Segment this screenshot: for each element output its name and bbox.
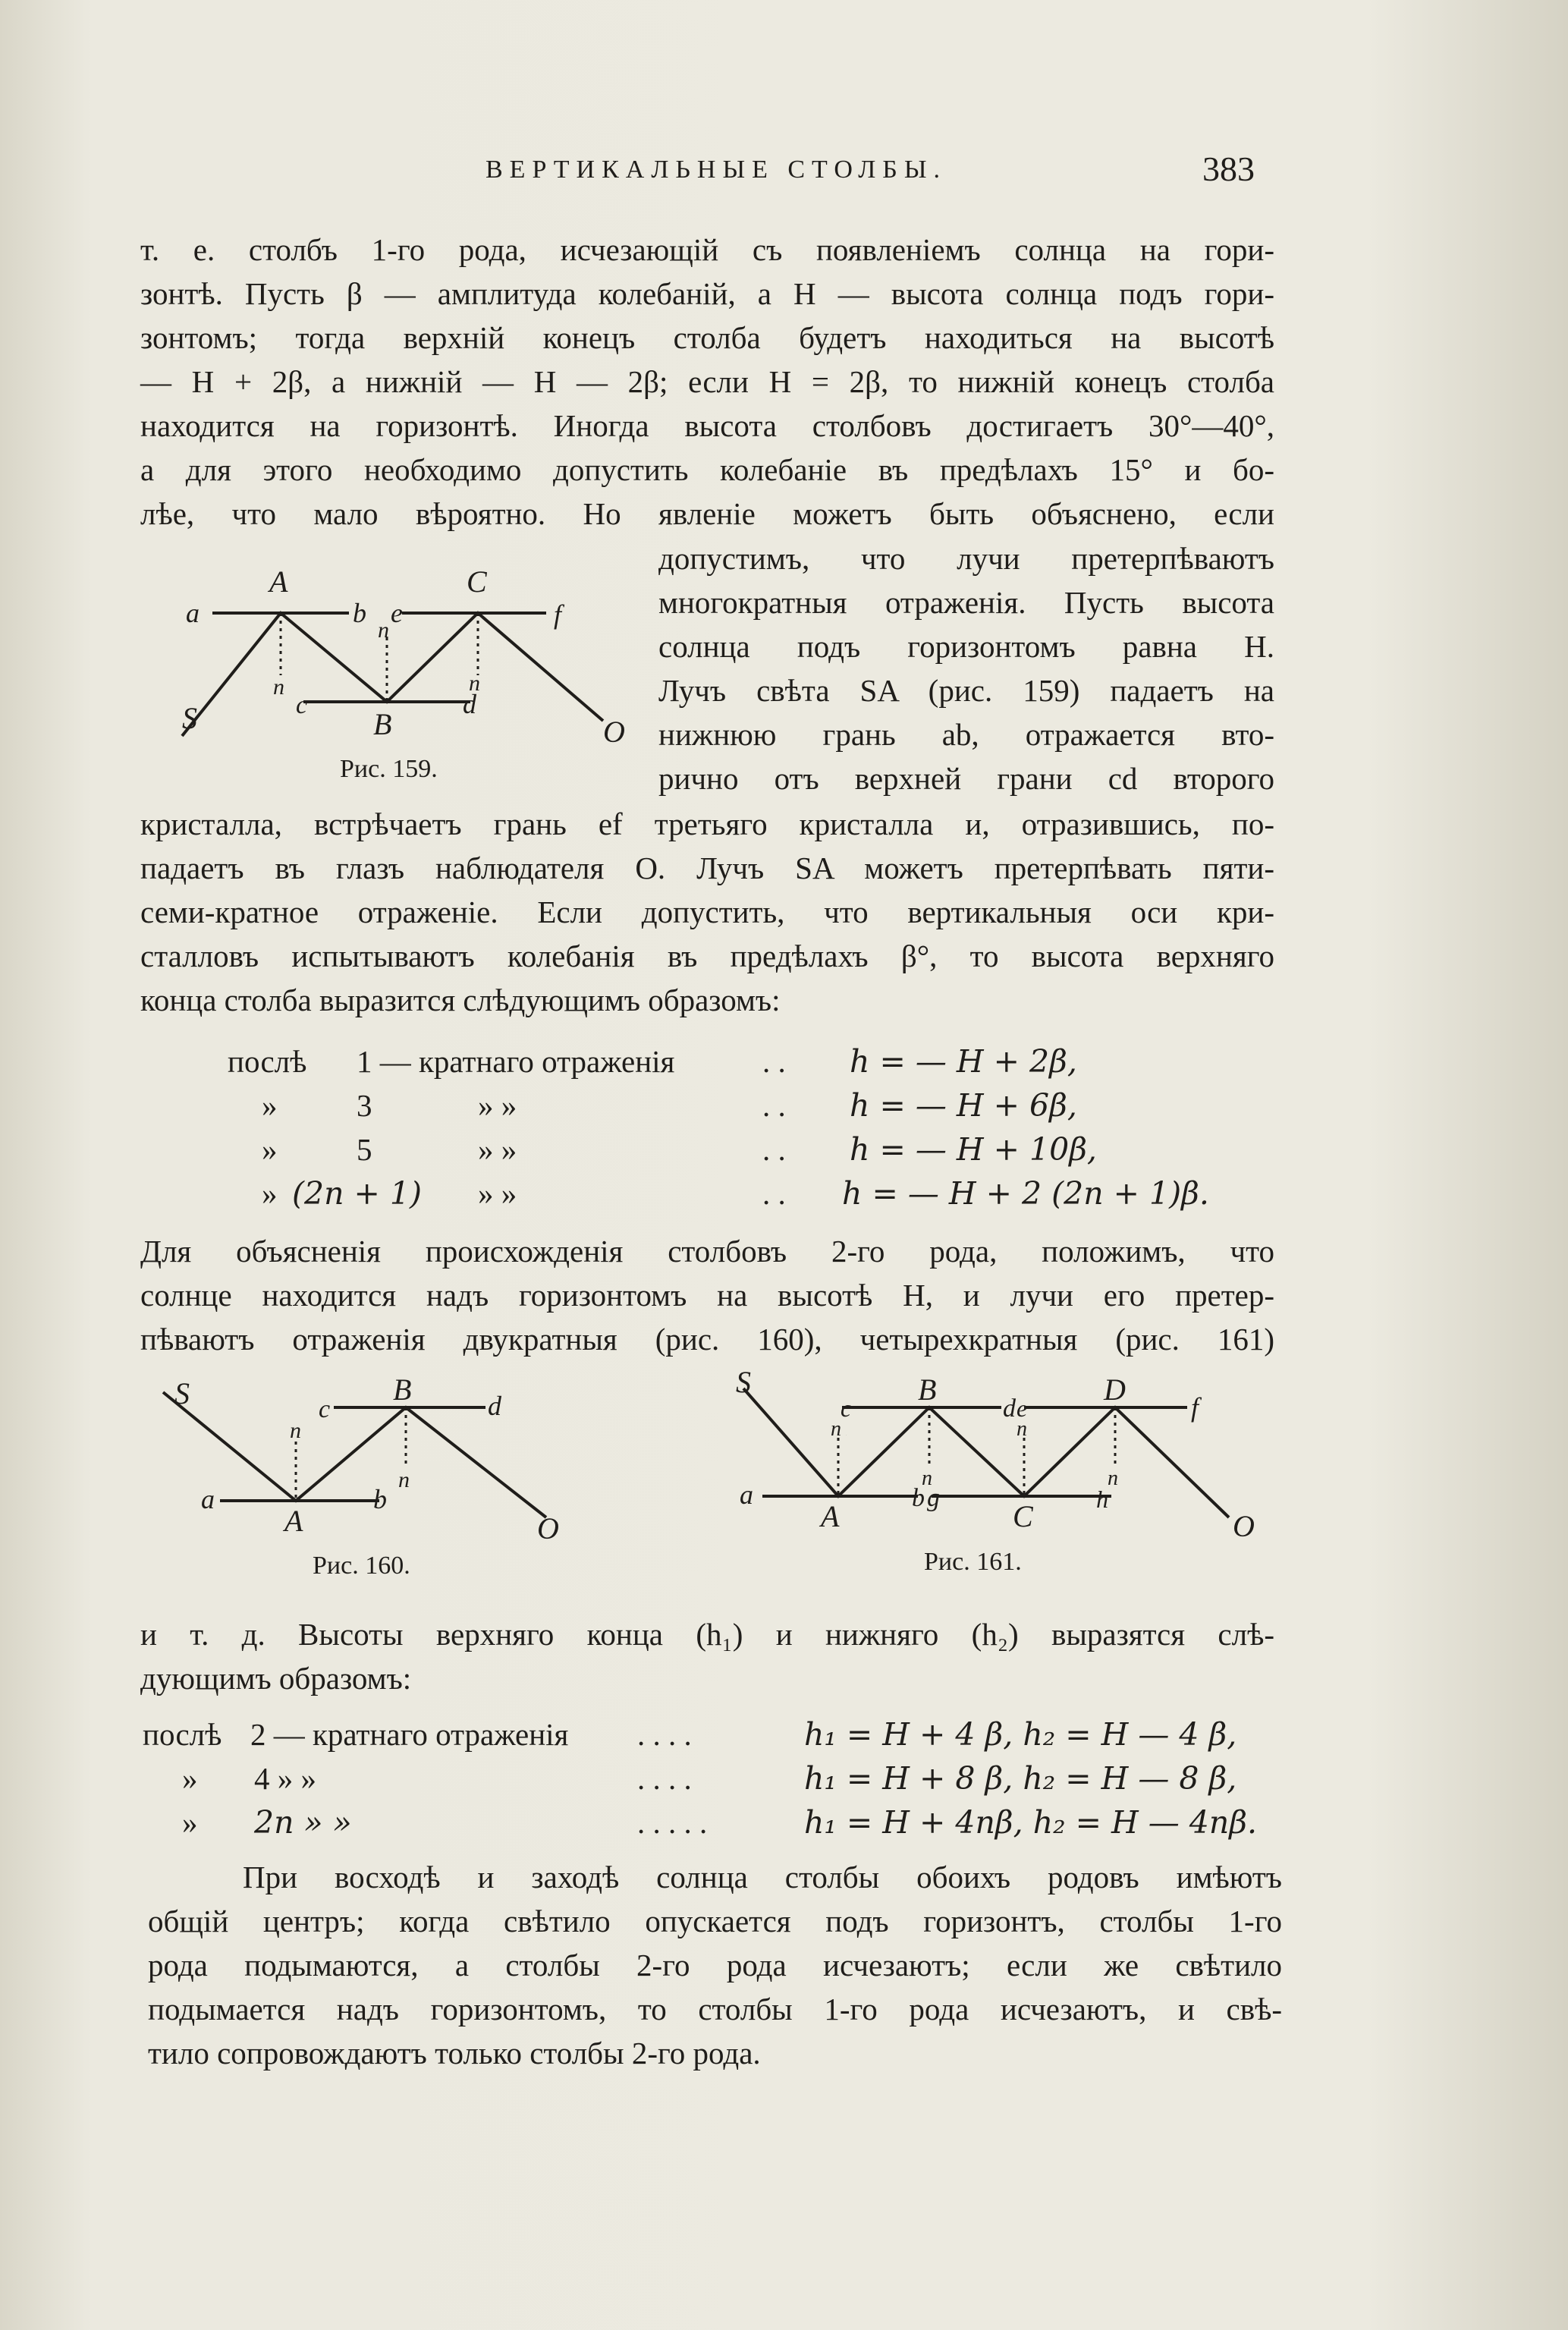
text-line: дующимъ образомъ:	[140, 1661, 412, 1696]
figure-label: n	[1108, 1467, 1118, 1490]
formula-label: послѣ	[143, 1717, 222, 1752]
text-line: зонтомъ; тогда верхній конецъ столба будетъ находиться на высотѣ	[140, 320, 1274, 355]
formula-equation: h₁ = H + 4 β, h₂ = H — 4 β,	[804, 1716, 1237, 1753]
figure-label: C	[1013, 1499, 1033, 1533]
text-line: тило сопровождаютъ только столбы 2-го рода.	[148, 2036, 761, 2071]
text-line: падаетъ въ глазъ наблюдателя O. Лучъ SA можетъ претерпѣвать пяти-	[140, 851, 1274, 885]
figure-label: e	[391, 598, 403, 628]
text-line: кристалла, встрѣчаетъ грань ef третьяго кристалла и, отразившись, по-	[140, 807, 1274, 841]
figure-caption: Рис. 161.	[924, 1548, 1022, 1576]
formula-dots: . .	[762, 1088, 786, 1123]
formula-term: 4 » »	[254, 1761, 316, 1796]
figure-label: A	[284, 1504, 303, 1538]
figure-label: B	[373, 707, 392, 741]
text-line: многократныя отраженія. Пусть высота	[658, 585, 1274, 620]
text-line: т. е. столбъ 1-го рода, исчезающій съ появленіемъ солнца на гори-	[140, 232, 1274, 267]
formula-dots: . . . .	[637, 1717, 692, 1752]
figure-label: n	[846, 1435, 847, 1436]
formula-term: (2n + 1)	[292, 1175, 422, 1212]
figure-label: d	[488, 1391, 501, 1421]
figure-label: b	[353, 598, 366, 628]
paragraph-1-tail	[140, 802, 1274, 1022]
formula-dots: . .	[762, 1132, 786, 1167]
formula-term: 1 — кратнаго отраженія	[357, 1044, 675, 1079]
figure-label: c	[296, 691, 308, 719]
text-line: сталловъ испытываютъ колебанія въ предѣлахъ β°, то высота верхняго	[140, 939, 1274, 973]
paragraph-1-side	[658, 536, 1274, 800]
figure-label: O	[1233, 1509, 1255, 1543]
figure-label: n	[378, 618, 389, 643]
figure-label: n	[290, 1418, 301, 1443]
text-line: солнце находится надъ горизонтомъ на высотѣ H, и лучи его претер-	[140, 1278, 1274, 1313]
running-header: ВЕРТИКАЛЬНЫЕ СТОЛБЫ.	[485, 156, 947, 184]
text-line: Для объясненія происхожденія столбовъ 2-го рода, положимъ, что	[140, 1234, 1274, 1269]
figure-label: g	[927, 1484, 940, 1512]
figure-label: f	[1191, 1392, 1199, 1423]
formula-equation: h₁ = H + 4nβ, h₂ = H — 4nβ.	[804, 1804, 1258, 1841]
formula-term: 2 — кратнаго отраженія	[250, 1717, 569, 1752]
paragraph-1	[140, 228, 1274, 536]
figure-label: n	[273, 674, 284, 700]
formula-term: 2n » »	[254, 1804, 352, 1841]
figure-label: d	[1003, 1395, 1016, 1423]
figure-label: a	[186, 598, 200, 628]
formula-equation: h₁ = H + 8 β, h₂ = H — 8 β,	[804, 1760, 1237, 1797]
text-line: а для этого необходимо допустить колебаніе въ предѣлахъ 15° и бо-	[140, 452, 1274, 487]
figure-label: A	[269, 564, 288, 599]
text-line: находится на горизонтѣ. Иногда высота столбовъ достигаетъ 30°—40°,	[140, 408, 1274, 443]
text-line: пѣваютъ отраженія двукратныя (рис. 160), четырехкратныя (рис. 161)	[140, 1322, 1274, 1357]
figure-label: a	[740, 1479, 753, 1510]
text-line: рично отъ верхней грани cd второго	[658, 761, 1274, 796]
formula-equation: h = — H + 6β,	[850, 1087, 1077, 1124]
text-line: Лучъ свѣта SA (рис. 159) падаетъ на	[658, 673, 1274, 708]
formula-equation: h = — H + 2 (2n + 1)β.	[842, 1175, 1209, 1212]
figure-label: d	[463, 689, 476, 719]
formula-dots: . . . . .	[637, 1805, 708, 1840]
text-line: семи-кратное отраженіе. Если допустить, что вертикальныя оси кри-	[140, 895, 1274, 929]
figure-caption: Рис. 160.	[313, 1552, 410, 1580]
text-line: лѣе, что мало вѣроятно. Но явленіе можетъ быть объяснено, если	[140, 496, 1274, 531]
text-line: солнца подъ горизонтомъ равна H.	[658, 629, 1274, 664]
figure-label: B	[393, 1373, 412, 1407]
formula-label: »	[182, 1761, 198, 1796]
formula-ditto: » »	[478, 1132, 517, 1167]
figure-label: n	[831, 1417, 841, 1441]
page-number: 383	[1202, 149, 1255, 188]
text-line: нижнюю грань ab, отражается вто-	[658, 717, 1274, 752]
figure-label: e	[1017, 1395, 1028, 1422]
figure-label: O	[537, 1511, 559, 1545]
text-line: При восходѣ и заходѣ солнца столбы обоихъ родовъ имѣютъ	[243, 1860, 1282, 1895]
figure-label: a	[201, 1484, 215, 1514]
figure-label: b	[912, 1484, 925, 1512]
figure-caption: Рис. 159.	[340, 755, 438, 783]
formula-term: 5	[357, 1132, 372, 1167]
formula-ditto: » »	[478, 1088, 517, 1123]
formula-term: 3	[357, 1088, 372, 1123]
formula-label: »	[262, 1176, 278, 1211]
formula-label: »	[262, 1088, 278, 1123]
figure-161	[728, 1366, 1274, 1548]
figure-label: S	[736, 1366, 751, 1399]
figure-label: n	[398, 1467, 410, 1492]
figure-label: b	[373, 1484, 387, 1514]
text-line: конца столба выразится слѣдующимъ образомъ:	[140, 983, 781, 1017]
figure-label: n	[922, 1467, 932, 1490]
text-line: и т. д. Высоты верхняго конца (h₁) и нижняго (h₂) выразятся слѣ-	[140, 1617, 1274, 1652]
formula-equation: h = — H + 10β,	[850, 1131, 1097, 1168]
figure-label: c	[319, 1395, 331, 1423]
text-line: допустимъ, что лучи претерпѣваютъ	[658, 541, 1274, 576]
light-ray	[182, 613, 603, 736]
formula-ditto: » »	[478, 1176, 517, 1211]
figure-label: A	[821, 1499, 840, 1533]
formula-label: послѣ	[228, 1044, 307, 1079]
figure-160	[152, 1366, 577, 1563]
formula-label: »	[182, 1805, 198, 1840]
formula-dots: . . . .	[637, 1761, 692, 1796]
formula-label: »	[262, 1132, 278, 1167]
formula-dots: . .	[762, 1044, 786, 1079]
formula-equation: h = — H + 2β,	[850, 1043, 1077, 1080]
paragraph-4	[148, 1855, 1282, 2075]
figure-label: n	[1017, 1417, 1027, 1441]
figure-label: n	[469, 671, 480, 696]
figure-label: O	[603, 715, 625, 749]
figure-label: S	[182, 701, 197, 735]
figure-label: c	[841, 1395, 852, 1422]
paragraph-3	[140, 1612, 1274, 1700]
figure-label: S	[174, 1376, 190, 1410]
text-line: подымается надъ горизонтомъ, то столбы 1-го рода исчезаютъ, и свѣ-	[148, 1992, 1282, 2027]
figure-label: B	[918, 1373, 937, 1407]
figure-label: h	[1096, 1486, 1108, 1513]
text-line: зонтѣ. Пусть β — амплитуда колебаній, а H — высота солнца подъ гори-	[140, 276, 1274, 311]
paragraph-2	[140, 1229, 1274, 1361]
figure-label: f	[554, 599, 562, 630]
figure-label: D	[1104, 1373, 1126, 1407]
text-line: — H + 2β, а нижній — H — 2β; если H = 2β, то нижній конецъ столба	[140, 364, 1274, 399]
figure-label: C	[467, 564, 487, 599]
formula-dots: . .	[762, 1176, 786, 1211]
text-line: общій центръ; когда свѣтило опускается подъ горизонтъ, столбы 1-го	[148, 1904, 1282, 1939]
text-line: рода подымаются, а столбы 2-го рода исчезаютъ; если же свѣтило	[148, 1948, 1282, 1983]
